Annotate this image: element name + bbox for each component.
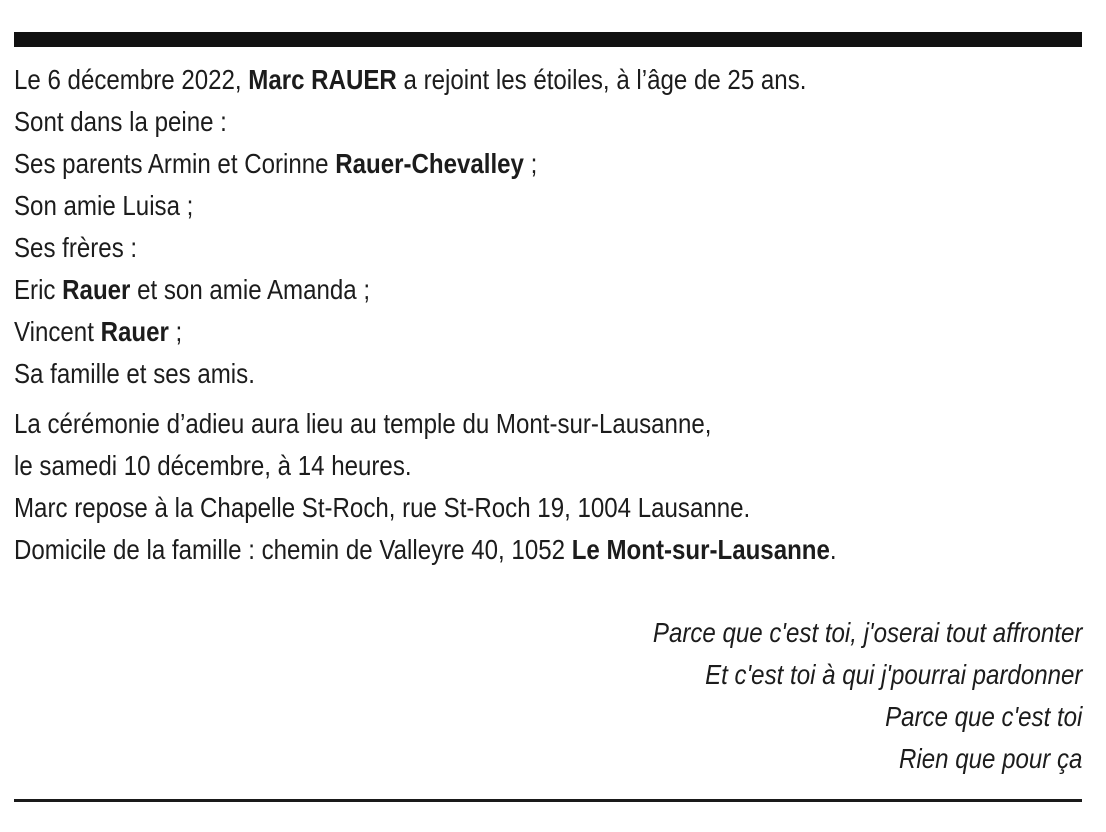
- grief-heading: Sont dans la peine :: [14, 106, 227, 137]
- brother1-line: [14, 269, 1106, 311]
- brothers-heading: Ses frères :: [14, 232, 138, 263]
- poem-line-3: Parce que c'est toi: [884, 701, 1082, 732]
- rests-at-line: Marc repose à la Chapelle St-Roch, rue St-Roch 19, 1004 Lausanne.: [14, 492, 751, 523]
- poem-line-2: Et c'est toi à qui j'pourrai pardonner: [704, 659, 1082, 690]
- domicile-line: [14, 529, 1106, 571]
- bottom-rule: [14, 799, 1082, 802]
- brother2-suffix: ;: [168, 316, 183, 347]
- brother1-name: Rauer: [62, 274, 131, 305]
- poem-line-4: Rien que pour ça: [898, 743, 1082, 774]
- domicile-prefix: Domicile de la famille : chemin de Valleyre 40, 1052: [14, 534, 572, 565]
- friend-line: Son amie Luisa ;: [14, 190, 194, 221]
- domicile-place: Le Mont-sur-Lausanne: [571, 534, 830, 565]
- intro-prefix: Le 6 décembre 2022,: [14, 64, 249, 95]
- family-line: Sa famille et ses amis.: [14, 358, 255, 389]
- intro-line: [14, 59, 1106, 101]
- brother1-prefix: Eric: [14, 274, 63, 305]
- brother1-suffix: et son amie Amanda ;: [130, 274, 371, 305]
- death-notice: [14, 32, 1082, 571]
- deceased-name: Marc RAUER: [248, 64, 397, 95]
- parents-line: [14, 143, 1106, 185]
- brother2-line: [14, 311, 1106, 353]
- domicile-suffix: .: [829, 534, 837, 565]
- brother2-prefix: Vincent: [14, 316, 101, 347]
- brother2-name: Rauer: [100, 316, 169, 347]
- ceremony-line-1: La cérémonie d’adieu aura lieu au temple du Mont-sur-Lausanne,: [14, 408, 712, 439]
- parents-name: Rauer-Chevalley: [335, 148, 524, 179]
- parents-suffix: ;: [523, 148, 538, 179]
- ceremony-line-2: le samedi 10 décembre, à 14 heures.: [14, 450, 412, 481]
- notice-body: [14, 59, 1106, 571]
- parents-prefix: Ses parents Armin et Corinne: [14, 148, 336, 179]
- poem-line-1: Parce que c'est toi, j'oserai tout affronter: [652, 617, 1082, 648]
- top-rule: [14, 32, 1082, 47]
- poem-verse: [653, 612, 1082, 780]
- intro-suffix: a rejoint les étoiles, à l’âge de 25 ans.: [396, 64, 807, 95]
